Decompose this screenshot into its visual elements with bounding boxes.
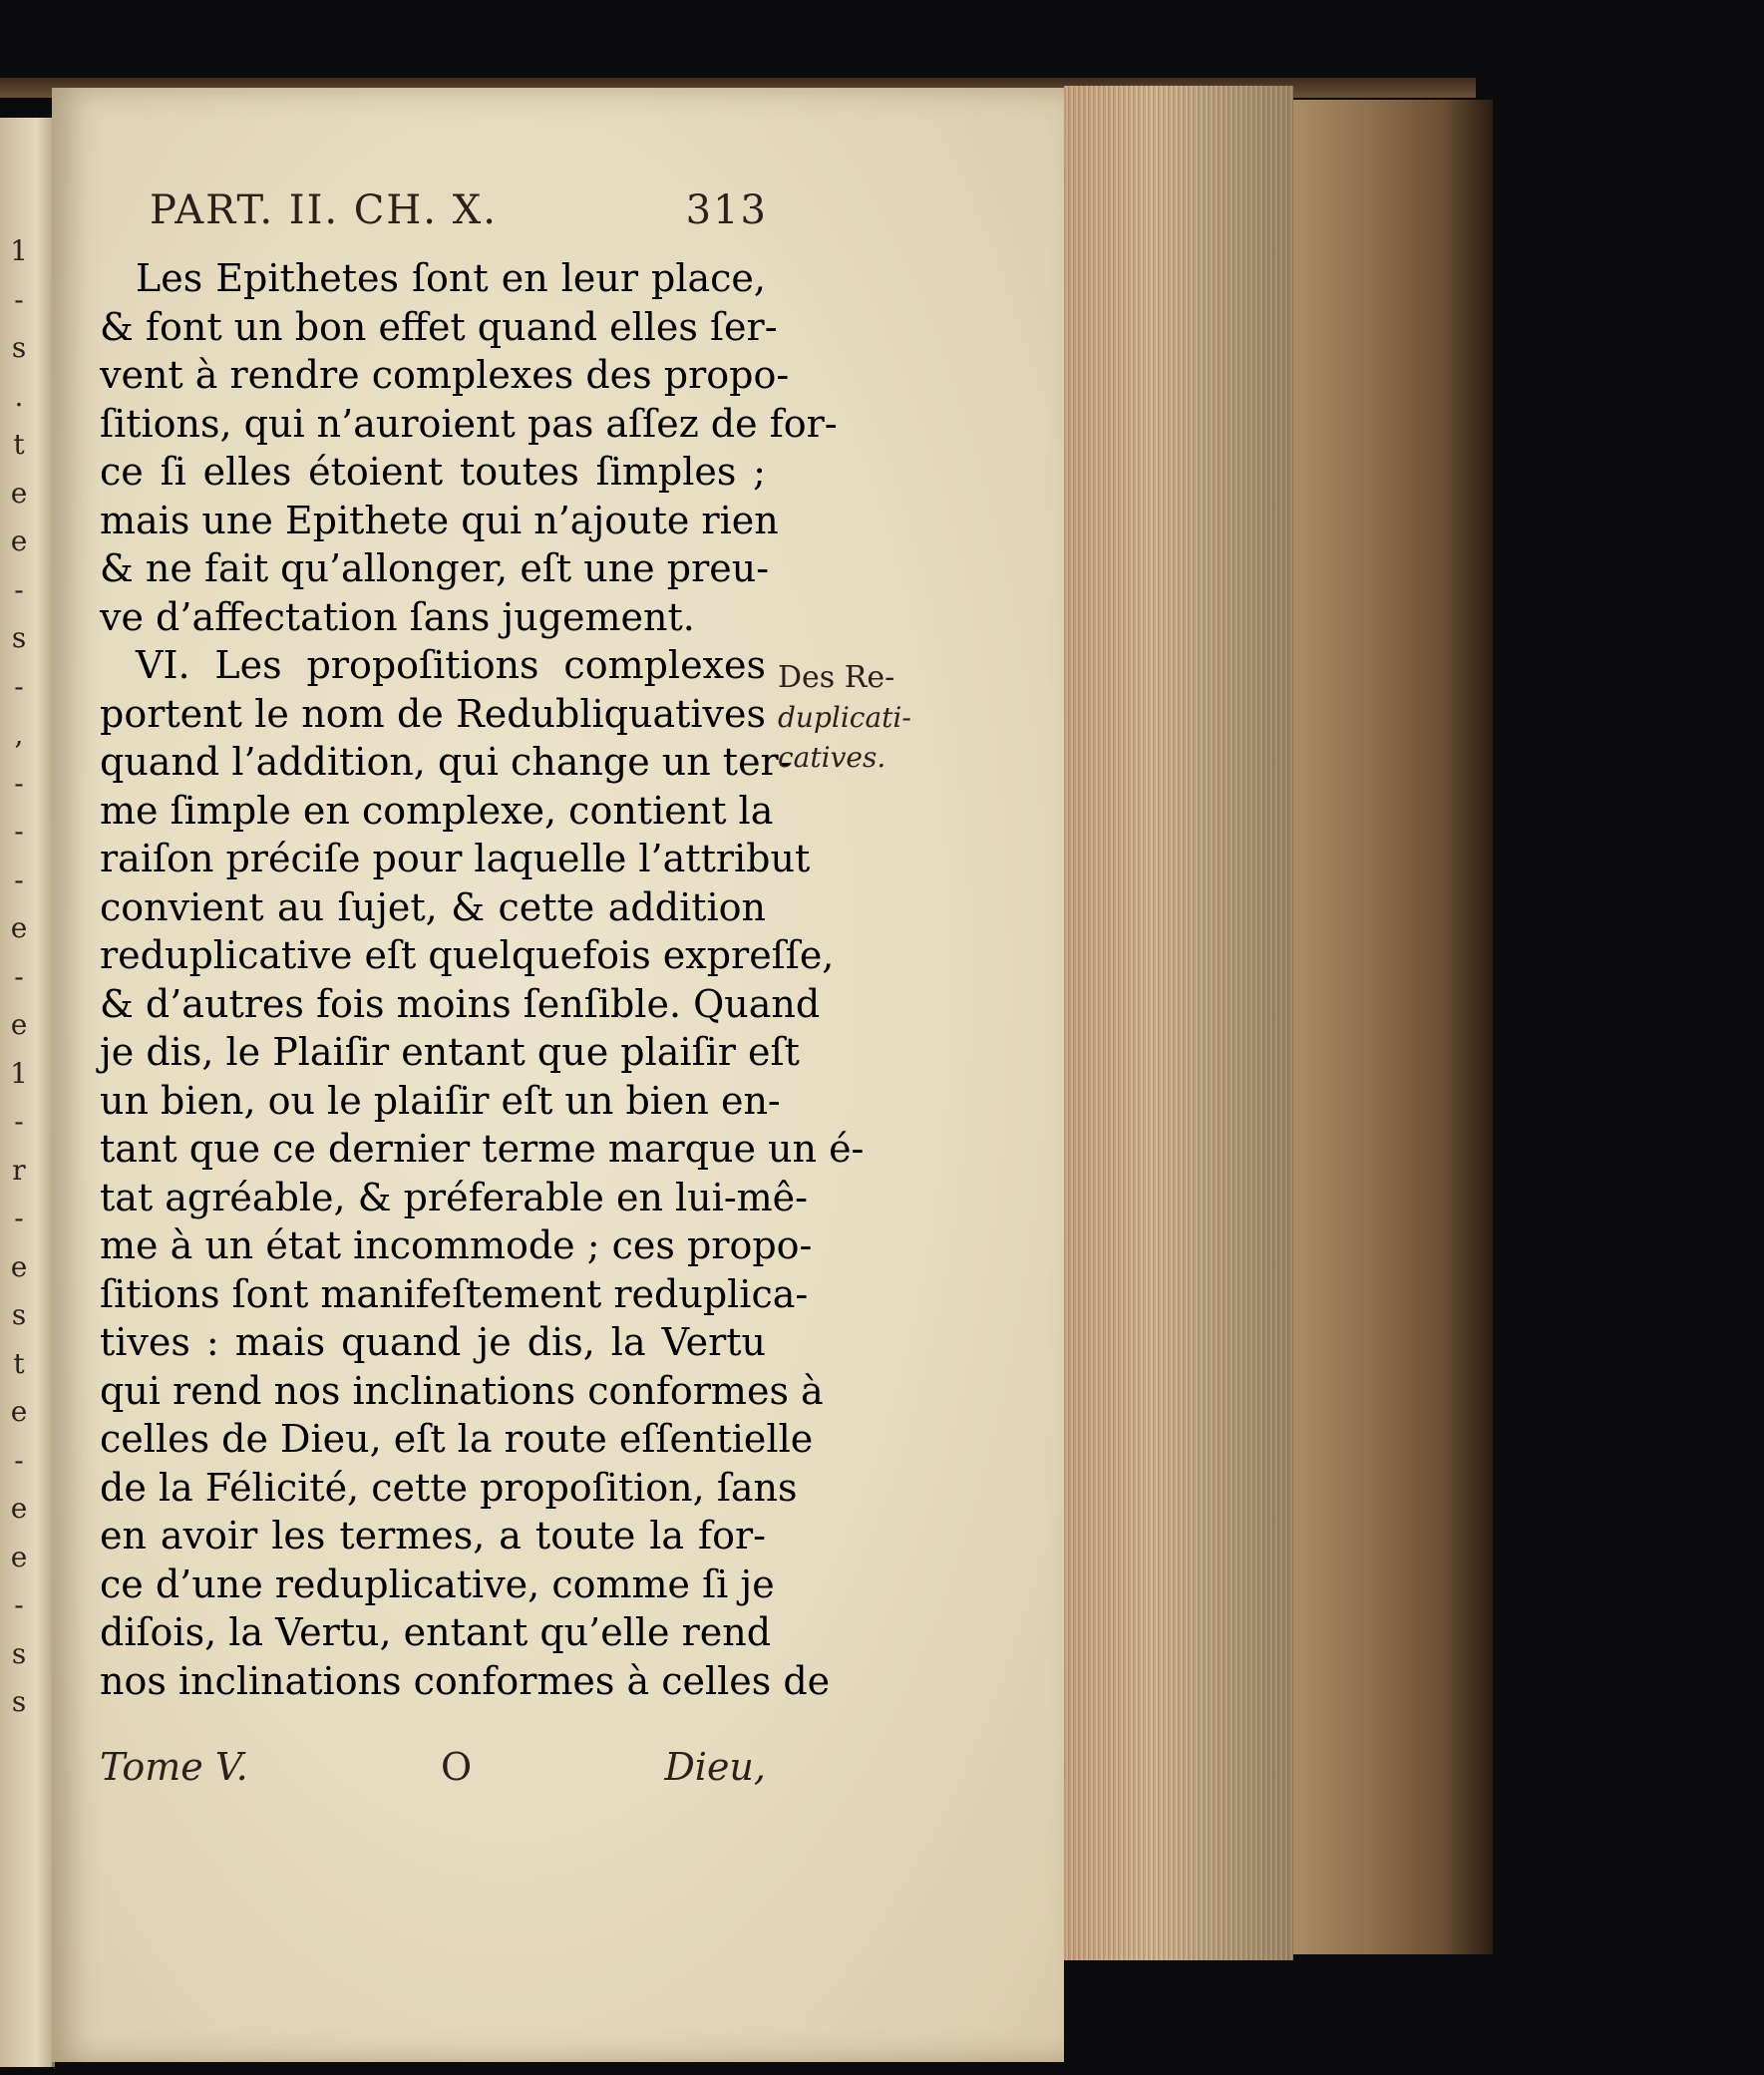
- running-head: PART. II. CH. X.: [150, 187, 498, 233]
- margin-note-line: duplicati-: [778, 701, 911, 734]
- text-line: ce d’une reduplicative, comme ſi je: [100, 1561, 775, 1606]
- facing-page-char: -: [14, 572, 24, 606]
- text-line: quand l’addition, qui change un ter-: [100, 740, 792, 784]
- facing-page-char: e: [10, 1492, 28, 1525]
- text-line: ſitions, qui n’auroient pas aſſez de for-: [100, 401, 838, 446]
- margin-note: [778, 658, 937, 778]
- text-line: en avoir les termes, a toute la for-: [100, 1514, 766, 1557]
- facing-page-char: s: [11, 1298, 27, 1331]
- text-line: VI. Les propoſitions complexes: [136, 643, 766, 687]
- facing-page-char: s: [11, 331, 27, 364]
- facing-page-char: -: [14, 1588, 24, 1621]
- text-line: portent le nom de Redubliquatives: [100, 691, 766, 736]
- text-line: vent à rendre complexes des propo-: [100, 353, 790, 397]
- text-line: raiſon préciſe pour laquelle l’attribut: [100, 837, 811, 880]
- facing-page-char: .: [14, 379, 24, 413]
- margin-note-line: catives.: [778, 741, 886, 774]
- facing-page-char: 1: [10, 234, 28, 267]
- text-line: me à un état incommode ; ces propo-: [100, 1223, 813, 1267]
- facing-page-char: -: [14, 863, 24, 896]
- text-line: Les Epithetes ſont en leur place,: [136, 256, 766, 300]
- facing-page-char: e: [10, 1540, 28, 1573]
- facing-page-char: -: [14, 1443, 24, 1477]
- facing-page-char: s: [11, 1636, 27, 1670]
- facing-page-char: e: [10, 1249, 28, 1283]
- text-line: celles de Dieu, eſt la route eſſentielle: [100, 1417, 814, 1461]
- facing-page-char: -: [14, 766, 24, 800]
- page-block-shade: [1064, 86, 1293, 1960]
- facing-page-char: t: [13, 428, 25, 461]
- facing-page-char: r: [12, 1153, 26, 1187]
- running-header: [150, 187, 768, 233]
- text-line: de la Félicité, cette propoſition, ſans: [100, 1465, 798, 1510]
- facing-page-char: t: [13, 1346, 25, 1380]
- text-line: tant que ce dernier terme marque un é-: [100, 1127, 865, 1171]
- facing-page-char: -: [14, 1105, 24, 1138]
- text-line: mais une Epithete qui n’ajoute rien: [100, 498, 779, 542]
- facing-page-char: s: [11, 1685, 27, 1718]
- text-line: ſitions ſont manifeſtement reduplica-: [100, 1271, 809, 1316]
- facing-page-char: 1: [10, 1056, 28, 1090]
- text-line: & font un bon effet quand elles ſer-: [100, 304, 778, 349]
- text-line: ve d’affectation ſans jugement.: [100, 594, 695, 639]
- volume-label: Tome V.: [100, 1745, 248, 1789]
- text-line: diſois, la Vertu, entant qu’elle rend: [100, 1610, 772, 1654]
- text-line: ce ſi elles étoient toutes ſimples ;: [100, 450, 766, 494]
- facing-page-char: s: [11, 621, 27, 654]
- text-line: tives : mais quand je dis, la Vertu: [100, 1320, 766, 1364]
- facing-page-char: e: [10, 1008, 28, 1041]
- facing-page-char: e: [10, 524, 28, 557]
- catchword: Dieu,: [664, 1745, 766, 1789]
- facing-page-char: e: [10, 1395, 28, 1428]
- text-line: & ne fait qu’allonger, eſt une preu-: [100, 546, 770, 590]
- facing-page-char: e: [10, 911, 28, 944]
- facing-page-char: -: [14, 815, 24, 848]
- facing-page-char: -: [14, 959, 24, 993]
- text-line: un bien, ou le plaiſir eſt un bien en-: [100, 1078, 781, 1123]
- facing-page-char: -: [14, 669, 24, 703]
- text-line: me ſimple en complexe, contient la: [100, 788, 774, 833]
- text-line: qui rend nos inclinations conformes à: [100, 1368, 824, 1413]
- facing-page-char: -: [14, 282, 24, 316]
- signature-mark: O: [440, 1745, 473, 1789]
- margin-note-line: Des Re-: [778, 660, 895, 695]
- text-line: tat agréable, & préferable en lui-mê-: [100, 1175, 809, 1219]
- text-line: & d’autres fois moins ſenſible. Quand: [100, 981, 821, 1026]
- facing-page-char: e: [10, 476, 28, 510]
- text-line: reduplicative eſt quelquefois expreſſe,: [100, 933, 835, 977]
- facing-page-char: -: [14, 1202, 24, 1234]
- text-line: nos inclinations conformes à celles de: [100, 1658, 831, 1703]
- text-line: je dis, le Plaiſir entant que plaiſir eſt: [100, 1030, 800, 1074]
- page-footer: [100, 1745, 766, 1789]
- page-number: 313: [685, 187, 768, 233]
- text-line: convient au ſujet, & cette addition: [100, 884, 766, 929]
- facing-page-edge: [0, 118, 55, 2067]
- facing-page-char: ,: [14, 718, 24, 751]
- book-cover-edge: [1293, 100, 1493, 1954]
